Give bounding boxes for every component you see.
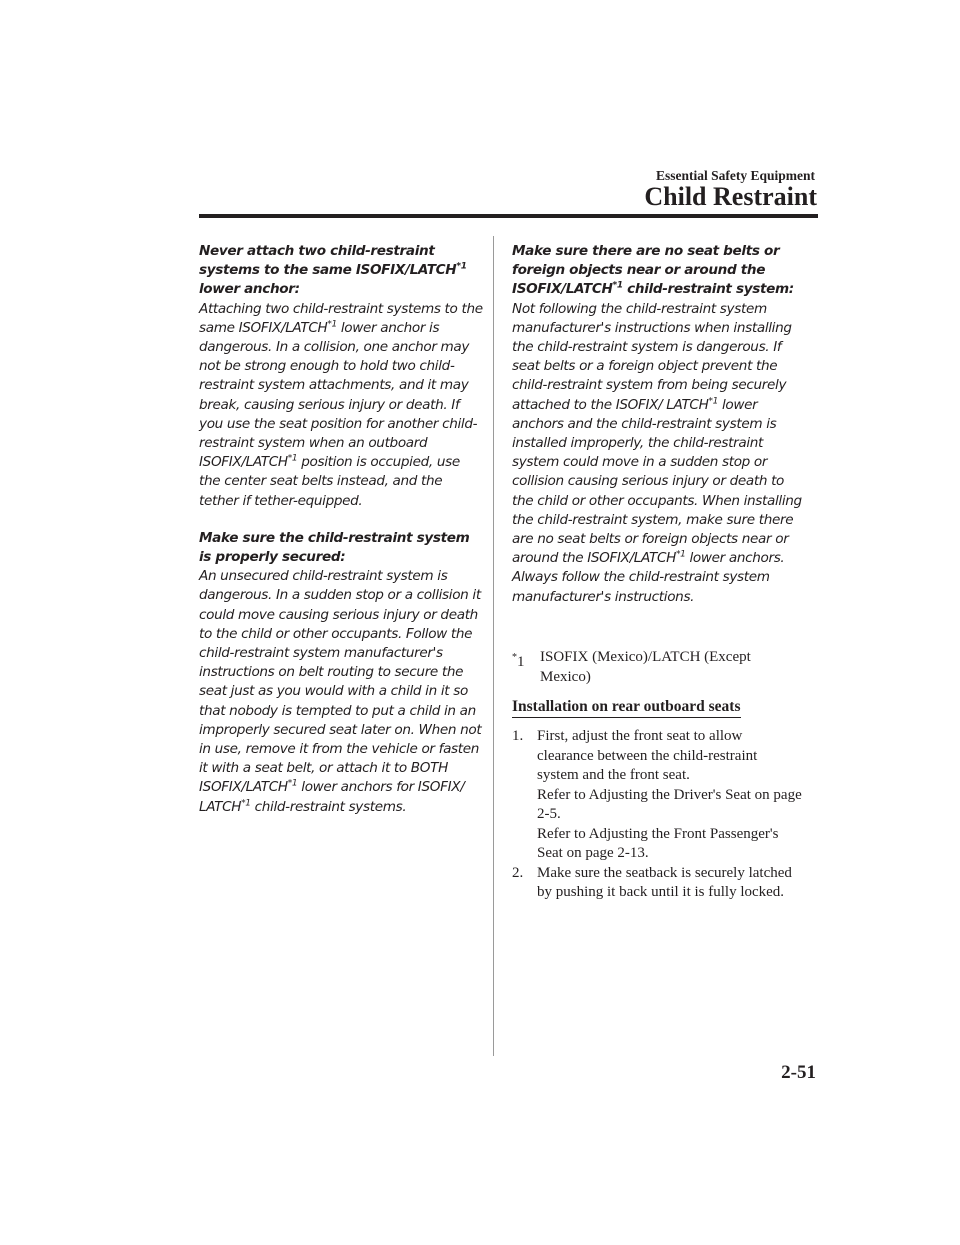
header-rule xyxy=(199,214,818,218)
right-column-warning xyxy=(512,242,802,607)
warning-text-secured: An unsecured child-restraint system is dangerous. In a sudden stop or a collision it could move causing serious injury or death to the child or other occupants. Follow the child-restraint system manufacturer's instructions on belt routing to secure the seat just as you would with a child in it so that nobody is tempted to put a child in an improperly secured seat later on. When not in use, remove it from the vehicle or fasten it with a seat belt, or attach it to BOTH ISOFIX/LATCH$^{*1}$ lower anchors for ISOFIX/ LATCH$^{*1}$ child-restraint systems. xyxy=(199,568,482,815)
subheading-rear-outboard: Installation on rear outboard seats xyxy=(512,698,741,718)
steps-list xyxy=(512,727,802,903)
chapter-title: Child Restraint xyxy=(644,182,817,211)
cross-reference-drivers-seat[interactable]: Refer to Adjusting the Driver's Seat on page 2-5. xyxy=(537,786,802,822)
step-item: 1. First, adjust the front seat to allow clearance between the child-restraint system and the front seat. Refer to Adjusting the Driver's Seat on page 2-5. Refer to Adjusting the Front Passenger's Seat on page 2-13. xyxy=(512,727,802,864)
section-label: Essential Safety Equipment xyxy=(655,168,815,183)
warning-heading-secured: Make sure the child-restraint system is properly secured: xyxy=(199,529,470,566)
step-text: First, adjust the front seat to allow clearance between the child-restraint system and the front seat. xyxy=(537,728,758,783)
warning-heading-foreign-objects: Make sure there are no seat belts or foreign objects near or around the ISOFIX/LATCH$^{*1}$ child-restraint system: xyxy=(512,243,794,298)
cross-reference-passenger-seat[interactable]: Refer to Adjusting the Front Passenger's Seat on page 2-13. xyxy=(537,825,779,861)
warning-text-foreign-objects: Not following the child-restraint system manufacturer's instructions when installing the child-restraint system is dangerous. If seat belts or a foreign object prevent the child-restraint system from being securely attached to the ISOFIX/ LATCH$^{*1}$ lower anchors and the child-restraint system is installed improperly, the child-restraint system could move in a sudden stop or collision causing serious injury or death to the child or other occupants. When installing the child-restraint system, make sure there are no seat belts or foreign objects near or around the ISOFIX/LATCH$^{*1}$ lower anchors. Always follow the child-restraint system manufacturer's instructions. xyxy=(512,300,802,605)
step-text: Make sure the seatback is securely latched by pushing it back until it is fully locked. xyxy=(537,864,792,900)
warning-heading-two-systems: Never attach two child-restraint systems to the same ISOFIX/LATCH$^{*1}$ lower anchor: xyxy=(199,243,467,298)
step-item: 2. Make sure the seatback is securely latched by pushing it back until it is fully locked. xyxy=(512,864,802,903)
footnote xyxy=(512,648,802,687)
page-number: 2-51 xyxy=(781,1062,816,1083)
warning-text-two-systems: Attaching two child-restraint systems to the same ISOFIX/LATCH$^{*1}$ lower anchor is dangerous. In a collision, one anchor may not be strong enough to hold two child-restraint system attachments, and it may break, causing serious injury or death. If you use the seat position for another child-restraint system when an outboard ISOFIX/LATCH$^{*1}$ position is occupied, use the center seat belts instead, and the tether if tether-equipped. xyxy=(199,300,483,509)
column-divider xyxy=(493,236,494,1056)
footnote-marker: *1 xyxy=(512,652,525,670)
left-column xyxy=(199,242,485,817)
footnote-text: ISOFIX (Mexico)/LATCH (Except Mexico) xyxy=(540,649,751,685)
